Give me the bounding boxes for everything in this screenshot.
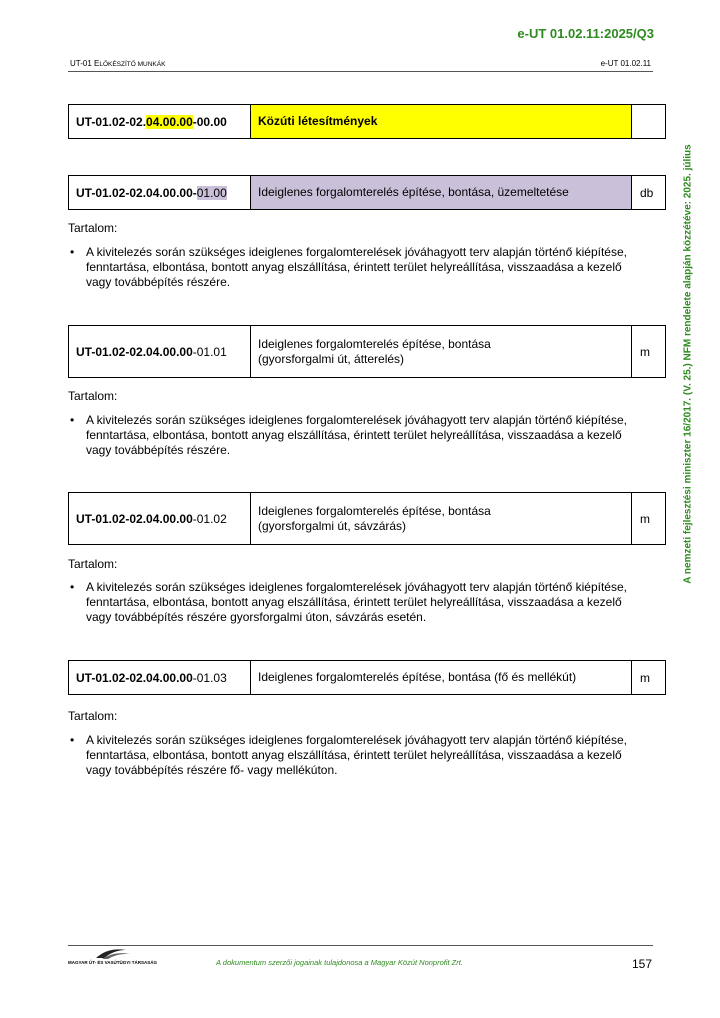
code-part-highlighted: 04.00.00 <box>146 114 193 129</box>
content-label: Tartalom: <box>68 389 118 403</box>
publication-side-note <box>677 97 699 631</box>
running-header <box>68 57 653 72</box>
code-part-suffix: -01.03 <box>192 670 227 685</box>
code-part: UT-01.02-02.04.00.00 <box>76 511 193 526</box>
code-part-highlighted: 01.00 <box>196 185 227 200</box>
bullet-dot: • <box>70 733 75 747</box>
society-logo <box>68 946 160 968</box>
content-bullet <box>68 733 648 778</box>
item-row-01-02 <box>68 492 666 545</box>
code-part: UT-01.02-02.04.00.00 <box>76 344 193 359</box>
content-bullet <box>68 245 648 290</box>
content-text: A kivitelezés során szükséges ideiglenes forgalomterelések jóváhagyott terv alapján történő kiépítése, fenntartása, elbontása, bontott anyag elszállítása, érintett terület helyreállítása, visszaadása a kezelő vagy továbbépítés részére. <box>86 245 627 289</box>
description-line: Ideiglenes forgalomterelés építése, bontása <box>258 503 491 518</box>
logo-swoosh-icon <box>68 946 160 960</box>
page-number: 157 <box>631 957 652 971</box>
item-code <box>69 326 251 377</box>
code-part: UT-01.02-02.04.00.00 <box>76 670 193 685</box>
item-row-01-03 <box>68 660 666 695</box>
document-code: e-UT 01.02.11:2025/Q3 <box>517 26 654 41</box>
header-document-id: e-UT 01.02.11 <box>600 59 651 68</box>
item-code <box>69 176 251 209</box>
content-bullet <box>68 413 648 458</box>
header-section-title <box>70 59 165 68</box>
item-unit: m <box>640 344 650 359</box>
item-row-01-01 <box>68 325 666 378</box>
item-code <box>69 661 251 694</box>
code-part-suffix: -01.02 <box>192 511 227 526</box>
code-part: UT-01.02-02.04.00.00- <box>76 185 197 200</box>
item-unit: m <box>640 511 650 526</box>
code-part: -00.00 <box>192 114 227 129</box>
description-line: (gyorsforgalmi út, sávzárás) <box>258 518 407 533</box>
item-row-01-00 <box>68 175 666 210</box>
header-title-smallcaps: LŐKÉSZÍTŐ MUNKÁK <box>99 61 166 68</box>
bullet-dot: • <box>70 413 75 427</box>
item-code <box>69 105 251 138</box>
item-description <box>251 326 632 377</box>
item-row-kozuti-letesitmenyek <box>68 104 666 139</box>
header-title-prefix: UT-01 E <box>70 59 100 68</box>
item-code <box>69 493 251 544</box>
code-part: UT-01.02-02. <box>76 114 147 129</box>
content-text: A kivitelezés során szükséges ideiglenes forgalomterelések jóváhagyott terv alapján történő kiépítése, fenntartása, elbontása, bontott anyag elszállítása, érintett terület helyreállítása, visszaadása a kezelő vagy továbbépítés részére gyorsforgalmi úton, sávzárás esetén. <box>86 580 627 624</box>
item-description <box>251 493 632 544</box>
copyright-notice: A dokumentum szerzői jogainak tulajdonosa a Magyar Közút Nonprofit Zrt. <box>216 958 463 967</box>
code-part-suffix: -01.01 <box>192 344 227 359</box>
side-note-text: A nemzeti fejlesztési miniszter 16/2017. (V. 25.) NFM rendelete alapján közzétéve: 2025. július <box>682 144 694 584</box>
content-bullet <box>68 580 648 625</box>
bullet-dot: • <box>70 580 75 594</box>
item-description: Ideiglenes forgalomterelés építése, bontása (fő és mellékút) <box>251 661 632 694</box>
content-label: Tartalom: <box>68 221 118 235</box>
content-label: Tartalom: <box>68 709 118 723</box>
item-unit: m <box>640 670 650 685</box>
description-line: Ideiglenes forgalomterelés építése, bontása <box>258 336 491 351</box>
item-description: Közúti létesítmények <box>251 105 632 138</box>
item-unit <box>632 105 665 138</box>
content-text: A kivitelezés során szükséges ideiglenes forgalomterelések jóváhagyott terv alapján történő kiépítése, fenntartása, elbontása, bontott anyag elszállítása, érintett terület helyreállítása, visszaadása a kezelő vagy továbbépítés részére. <box>86 413 627 457</box>
content-label: Tartalom: <box>68 557 118 571</box>
logo-text: MAGYAR ÚT- ÉS VASÚTÜGYI TÁRSASÁG <box>68 960 158 965</box>
item-description: Ideiglenes forgalomterelés építése, bontása, üzemeltetése <box>251 176 632 209</box>
content-text: A kivitelezés során szükséges ideiglenes forgalomterelések jóváhagyott terv alapján történő kiépítése, fenntartása, elbontása, bontott anyag elszállítása, érintett terület helyreállítása, visszaadása a kezelő vagy továbbépítés részére fő- vagy mellékúton. <box>86 733 627 777</box>
description-line: (gyorsforgalmi út, átterelés) <box>258 351 405 366</box>
item-unit: db <box>640 185 654 200</box>
bullet-dot: • <box>70 245 75 259</box>
